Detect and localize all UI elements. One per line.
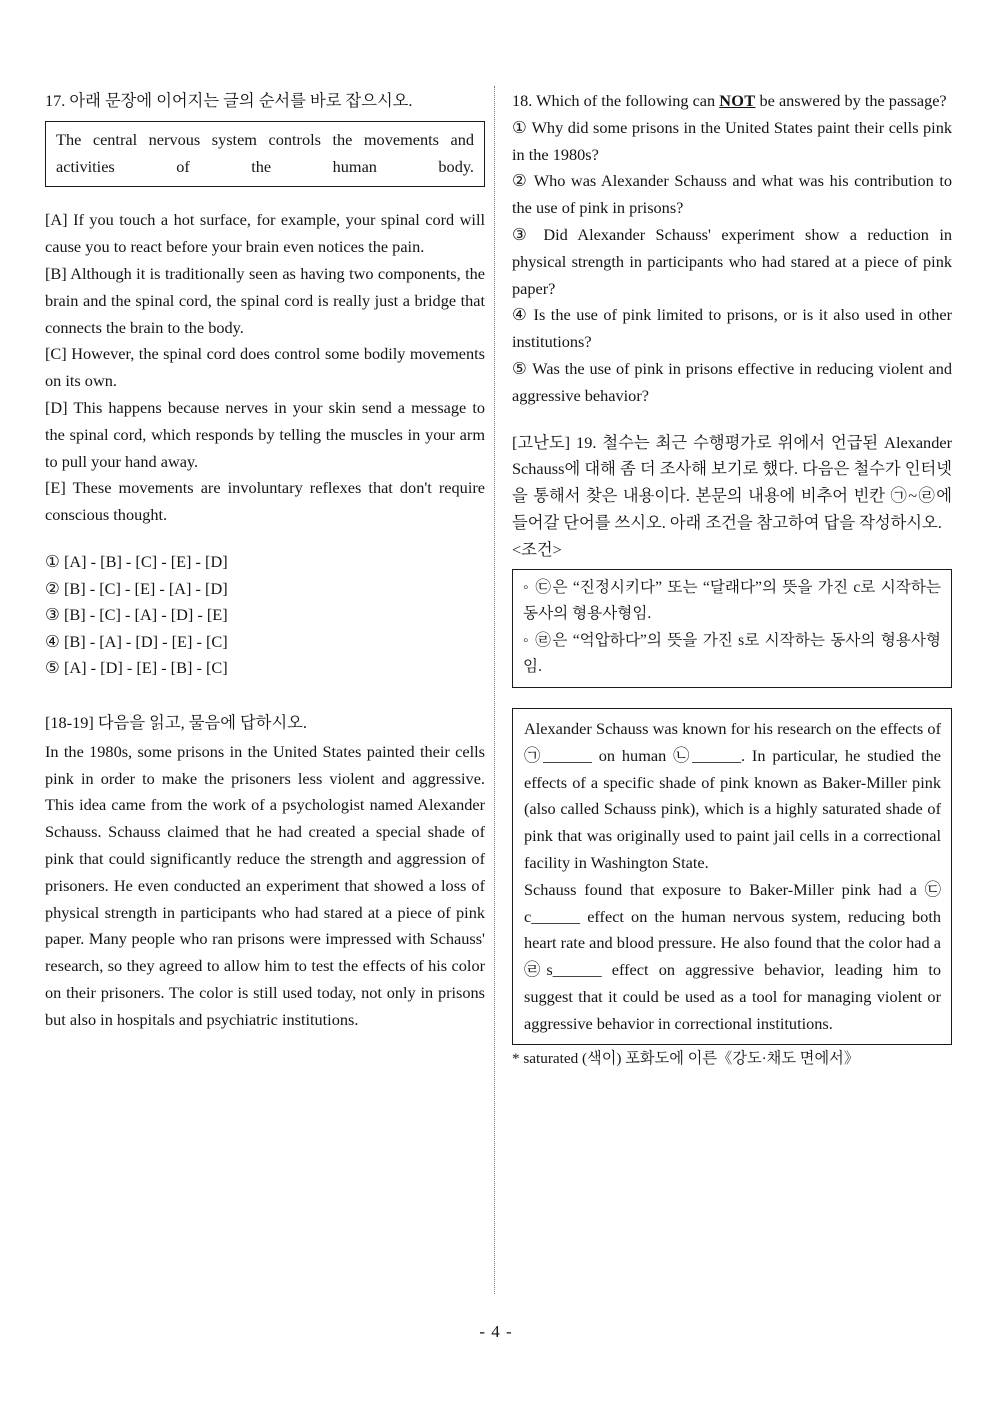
- statement-c: [C] However, the spinal cord does control some bodily movements on its own.: [45, 344, 485, 391]
- blank-rule-c[interactable]: c______: [524, 906, 581, 926]
- question-18-heading: [512, 88, 952, 115]
- blank-rule-a[interactable]: ______: [543, 745, 592, 765]
- page-number: - 4 -: [479, 1322, 513, 1341]
- statement-a: [A] If you touch a hot surface, for example, your spinal cord will cause you to react before your brain even notices the pain.: [45, 210, 485, 257]
- question-17-heading: 17. 아래 문장에 이어지는 글의 순서를 바로 잡으시오.: [45, 91, 413, 110]
- choice-1[interactable]: [45, 549, 485, 576]
- question-19-condition-box: [512, 569, 952, 688]
- passage-text-4: Schauss found that exposure to Baker-Miller pink had a: [524, 879, 925, 899]
- option-text-4: Is the use of pink limited to prisons, or is it also used in other institutions?: [512, 305, 952, 352]
- choice-3[interactable]: [45, 602, 485, 629]
- left-column: [45, 88, 485, 1033]
- choice-2[interactable]: [45, 576, 485, 603]
- question-17-choice-list[interactable]: [45, 549, 485, 682]
- choice-text-4: [B] - [A] - [D] - [E] - [C]: [64, 631, 228, 651]
- passage-text-2: on human: [591, 745, 674, 765]
- choice-text-2: [B] - [C] - [E] - [A] - [D]: [64, 578, 228, 598]
- passage-text-3: . In particular, he studied the effects of a specific shade of pink known as Baker-Miller pink (also called Schauss pink), which is a highly saturated shade of pink that was originally used to paint jail cells in a correctional facility in Washington State.: [524, 745, 941, 872]
- question-19-passage-part-2: [524, 877, 941, 1038]
- question-17-stimulus-box: [45, 121, 485, 188]
- option-text-3: Did Alexander Schauss' experiment show a reduction in physical strength in participants who had stared at a piece of pink paper?: [512, 224, 952, 298]
- blank-rule-d[interactable]: s______: [546, 960, 602, 980]
- passage-18-19-heading: [18-19] 다음을 읽고, 물음에 답하시오.: [45, 712, 307, 732]
- option-text-5: Was the use of pink in prisons effective in reducing violent and aggressive behavior?: [512, 358, 952, 405]
- blank-marker-c: ㉢: [924, 879, 941, 899]
- question-19-footnote: * saturated (색이) 포화도에 이른《강도·채도 면에서》: [512, 1050, 860, 1068]
- choice-marker-3: ③: [45, 605, 60, 625]
- passage-text-5: effect on the human nervous system, reducing both heart rate and blood pressure. He also found that the color had a: [524, 906, 941, 953]
- question-18-heading-after: be answered by the passage?: [755, 91, 947, 110]
- option-3[interactable]: [512, 222, 952, 302]
- question-19-condition-label: <조건>: [512, 539, 562, 559]
- option-text-2: Who was Alexander Schauss and what was his contribution to the use of pink in prisons?: [512, 171, 952, 218]
- choice-marker-4: ④: [45, 631, 60, 651]
- choice-marker-2: ②: [45, 578, 60, 598]
- choice-marker-5: ⑤: [45, 658, 60, 678]
- choice-text-3: [B] - [C] - [A] - [D] - [E]: [64, 605, 228, 625]
- choice-4[interactable]: [45, 629, 485, 656]
- condition-2: ◦ ㉣은 “억압하다”의 뜻을 가진 s로 시작하는 동사의 형용사형임.: [523, 631, 941, 676]
- right-column: [512, 88, 952, 1070]
- passage-text-1: Alexander Schauss was known for his research on the effects of: [524, 718, 941, 738]
- choice-marker-1: ①: [45, 551, 60, 571]
- option-marker-3: ③: [512, 224, 533, 244]
- option-5[interactable]: [512, 356, 952, 410]
- statement-e: [E] These movements are involuntary reflexes that don't require conscious thought.: [45, 478, 485, 525]
- option-2[interactable]: [512, 168, 952, 222]
- question-18-option-list[interactable]: [512, 115, 952, 410]
- option-1[interactable]: [512, 115, 952, 169]
- question-19-heading: [고난도] 19. 철수는 최근 수행평가로 위에서 언급된 Alexander Schauss에 대해 좀 더 조사해 보기로 했다. 다음은 철수가 인터넷을 통해서 찾은 내용이다. 본문의 내용에 비추어 빈칸 ㉠~㉣에 들어갈 단어를 쓰시오. 아래 조건을 참고하여 답을 작성하시오.: [512, 432, 952, 532]
- blank-marker-b: ㉡: [673, 745, 693, 765]
- question-19-passage-box: [512, 708, 952, 1046]
- question-18-heading-before: 18. Which of the following can: [512, 91, 720, 110]
- option-text-1: Why did some prisons in the United States paint their cells pink in the 1980s?: [512, 117, 952, 164]
- option-marker-1: ①: [512, 117, 528, 137]
- choice-text-5: [A] - [D] - [E] - [B] - [C]: [64, 658, 228, 678]
- column-divider: [494, 86, 495, 1294]
- condition-1: ◦ ㉢은 “진정시키다” 또는 “달래다”의 뜻을 가진 c로 시작하는 동사의 형용사형임.: [523, 578, 941, 623]
- option-marker-4: ④: [512, 305, 529, 325]
- blank-marker-a: ㉠: [524, 745, 544, 765]
- option-marker-5: ⑤: [512, 358, 528, 378]
- statement-d: [D] This happens because nerves in your skin send a message to the spinal cord, which responds by telling the muscles in your arm to pull your hand away.: [45, 397, 485, 471]
- question-17-stimulus-text: The central nervous system controls the movements and activities of the human body.: [56, 129, 474, 176]
- blank-marker-d: ㉣: [524, 960, 547, 980]
- option-marker-2: ②: [512, 171, 529, 191]
- question-18-emphasis: NOT: [719, 91, 756, 110]
- question-19-passage-part-1: [524, 716, 941, 877]
- choice-5[interactable]: [45, 655, 485, 682]
- passage-text-6: effect on aggressive behavior, leading him to suggest that it could be used as a tool for managing violent or aggressive behavior in correctional institutions.: [524, 960, 941, 1033]
- blank-rule-b[interactable]: ______: [692, 745, 741, 765]
- option-4[interactable]: [512, 302, 952, 356]
- statement-b: [B] Although it is traditionally seen as having two components, the brain and the spinal cord, the spinal cord is really just a bridge that connects the brain to the body.: [45, 263, 485, 337]
- passage-18-19-body: In the 1980s, some prisons in the United States painted their cells pink in order to make the prisoners less violent and aggressive. This idea came from the work of a psychologist named Alexander Schauss. Schauss claimed that he had created a special shade of pink that could significantly reduce the strength and aggression of prisoners. He even conducted an experiment that showed a loss of physical strength in participants who had stared at a piece of pink paper. Many people who ran prisons were impressed with Schauss' research, so they agreed to allow him to test the effects of his color on their prisoners. The color is still used today, not only in prisons but also in hospitals and psychiatric institutions.: [45, 741, 485, 1029]
- choice-text-1: [A] - [B] - [C] - [E] - [D]: [64, 551, 228, 571]
